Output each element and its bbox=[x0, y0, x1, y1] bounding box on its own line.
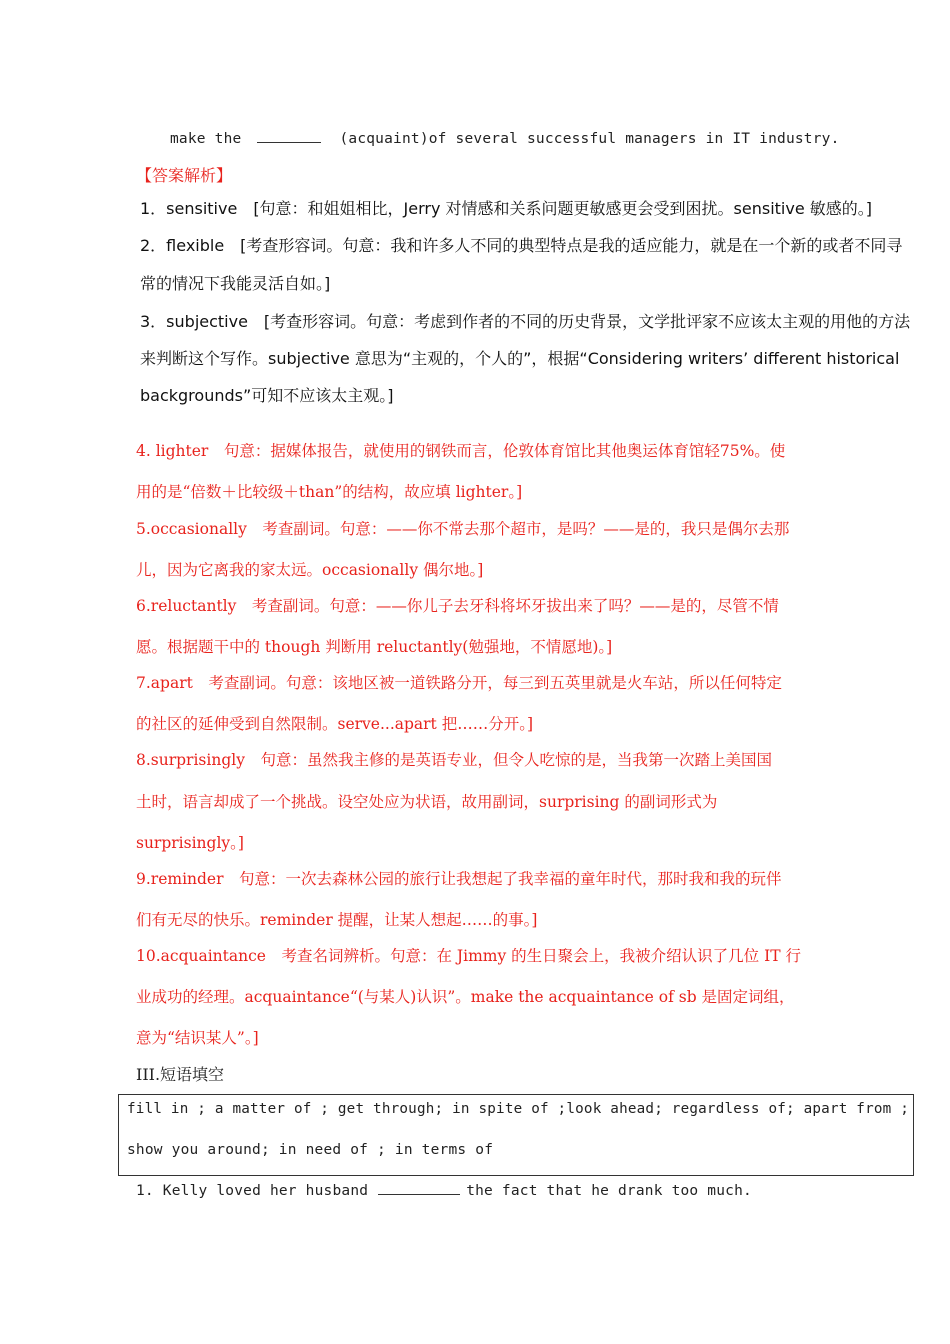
question-1-after: the fact that he drank too much. bbox=[466, 1183, 752, 1199]
answer-5-line: 儿，因为它离我的家太远。occasionally 偶尔地。] bbox=[136, 561, 484, 579]
answer-10-line: 10.acquaintance 考查名词辨析。句意：在 Jimmy 的生日聚会上，我被介绍认识了几位 IT 行 bbox=[136, 947, 801, 965]
answer-9-line: 9.reminder 句意：一次去森林公园的旅行让我想起了我幸福的童年时代，那时我和我的玩伴 bbox=[136, 870, 782, 888]
answer-9-line: 们有无尽的快乐。reminder 提醒，让某人想起……的事。] bbox=[136, 911, 538, 929]
answer-4-line: 用的是“倍数＋比较级＋than”的结构，故应填 lighter。] bbox=[136, 483, 523, 501]
phrase-box-line: show you around; in need of ; in terms of bbox=[127, 1142, 494, 1158]
answer-5-line: 5.occasionally 考查副词。句意：——你不常去那个超市，是吗？——是的，我只是偶尔去那 bbox=[136, 520, 790, 538]
answer-6-line: 6.reluctantly 考查副词。句意：——你儿子去牙科将坏牙拔出来了吗？——是的，尽管不情 bbox=[136, 597, 779, 615]
question-1 bbox=[136, 1180, 752, 1199]
question-1-before: 1. Kelly loved her husband bbox=[136, 1183, 369, 1199]
answer-blank[interactable] bbox=[378, 1180, 460, 1195]
answer-2-line: 常的情况下我能灵活自如。] bbox=[140, 274, 331, 293]
answer-7-line: 的社区的延伸受到自然限制。serve...apart 把……分开。] bbox=[136, 715, 534, 733]
answer-8-line: surprisingly。] bbox=[136, 834, 244, 852]
top-sentence bbox=[170, 128, 840, 147]
answer-8-line: 8.surprisingly 句意：虽然我主修的是英语专业，但令人吃惊的是，当我第一次踏上美国国 bbox=[136, 751, 772, 769]
phrase-box-line: fill in ; a matter of ; get through; in spite of ;look ahead; regardless of; apart from ; bbox=[127, 1101, 910, 1117]
phrase-box bbox=[118, 1094, 914, 1176]
answer-4-line: 4. lighter 句意：据媒体报告，就使用的钢铁而言，伦敦体育馆比其他奥运体育馆轻75%。使 bbox=[136, 442, 786, 460]
section-title: III.短语填空 bbox=[136, 1065, 225, 1084]
answer-blank[interactable] bbox=[257, 128, 321, 143]
answer-10-line: 意为“结识某人”。] bbox=[136, 1029, 259, 1047]
answer-3-line: 来判断这个写作。subjective 意思为“主观的，个人的”，根据“Considering writers’ different historical bbox=[140, 349, 900, 368]
answer-3-line: 3．subjective [考查形容词。句意：考虑到作者的不同的历史背景，文学批评家不应该太主观的用他的方法 bbox=[140, 312, 911, 331]
answer-1-line: 1．sensitive [句意：和姐姐相比，Jerry 对情感和关系问题更敏感更会受到困扰。sensitive 敏感的。] bbox=[140, 199, 873, 218]
answer-6-line: 愿。根据题干中的 though 判断用 reluctantly(勉强地，不情愿地)。] bbox=[136, 638, 613, 656]
answer-3-line: backgrounds”可知不应该太主观。] bbox=[140, 386, 394, 405]
top-sentence-before: make the bbox=[170, 131, 242, 147]
top-sentence-after: (acquaint)of several successful managers in IT industry. bbox=[339, 131, 840, 147]
answer-10-line: 业成功的经理。acquaintance“(与某人)认识”。make the acquaintance of sb 是固定词组， bbox=[136, 988, 795, 1006]
answer-2-line: 2．flexible [考查形容词。句意：我和许多人不同的典型特点是我的适应能力，就是在一个新的或者不同寻 bbox=[140, 236, 903, 255]
answer-7-line: 7.apart 考查副词。句意：该地区被一道铁路分开，每三到五英里就是火车站，所以任何特定 bbox=[136, 674, 782, 692]
answer-header: 【答案解析】 bbox=[136, 166, 233, 185]
answer-8-line: 土时，语言却成了一个挑战。设空处应为状语，故用副词，surprising 的副词形式为 bbox=[136, 793, 718, 811]
